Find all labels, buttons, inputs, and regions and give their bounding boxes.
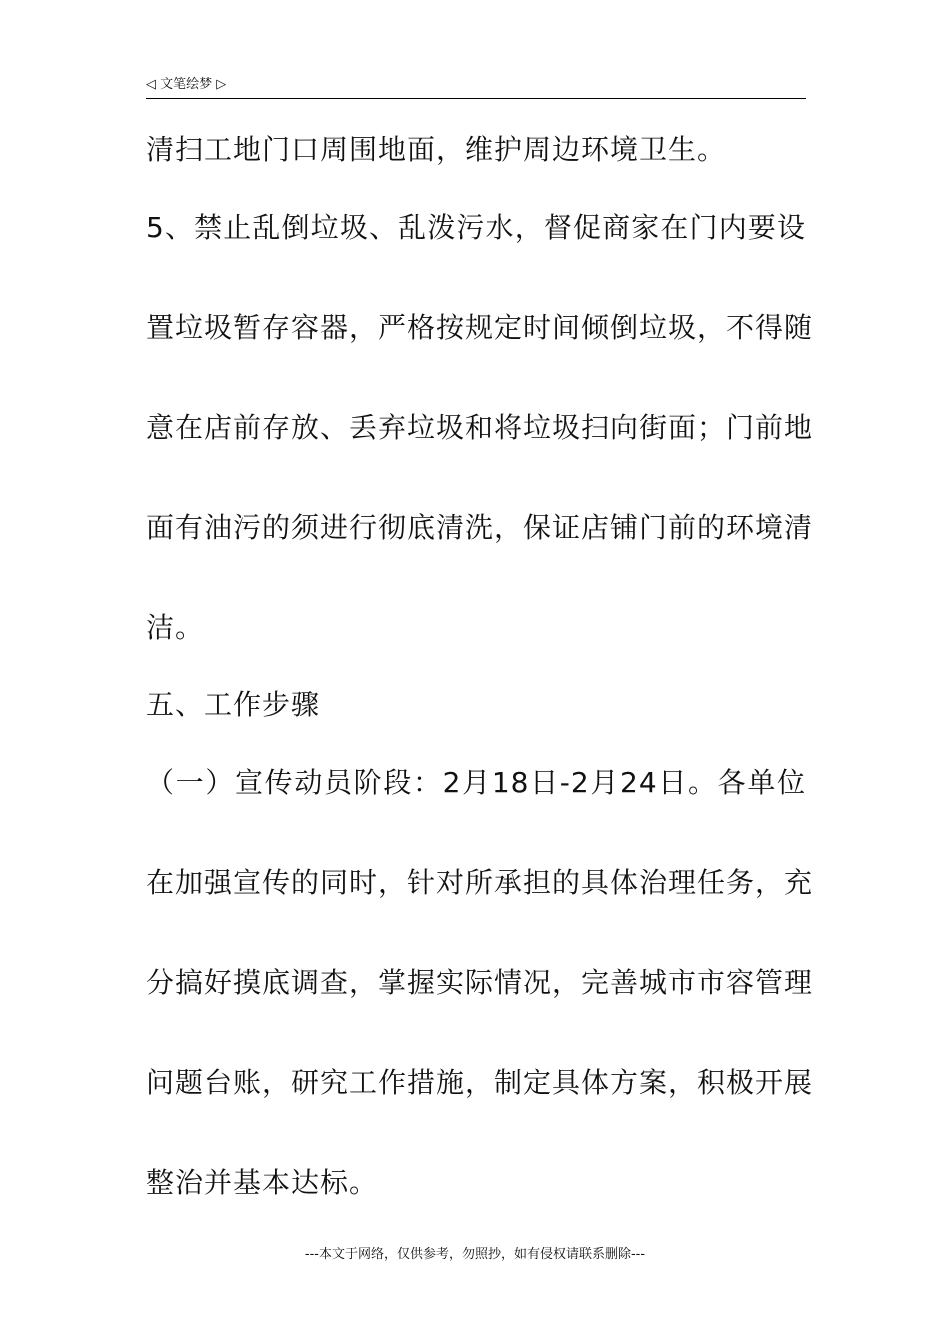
page-header [146, 72, 806, 99]
body-line-6: 洁。 [146, 611, 205, 644]
body-line-11: 问题台账，研究工作措施，制定具体方案，积极开展 [146, 1066, 814, 1099]
page-footer: ---本文于网络，仅供参考，勿照抄，如有侵权请联系删除--- [304, 1247, 646, 1262]
body-line-9: 在加强宣传的同时，针对所承担的具体治理任务，充 [146, 866, 814, 899]
body-line-8: （一）宣传动员阶段：2月18日-2月24日。各单位 [146, 766, 806, 799]
body-line-10: 分搞好摸底调查，掌握实际情况，完善城市市容管理 [146, 966, 814, 999]
body-line-3: 置垃圾暂存容器，严格按规定时间倾倒垃圾，不得随 [146, 311, 814, 344]
body-line-1: 清扫工地门口周围地面，维护周边环境卫生。 [146, 133, 727, 166]
body-line-4: 意在店前存放、丢弃垃圾和将垃圾扫向街面；门前地 [146, 411, 814, 444]
body-line-2: 5、禁止乱倒垃圾、乱泼污水，督促商家在门内要设 [146, 211, 806, 244]
body-line-5: 面有油污的须进行彻底清洗，保证店铺门前的环境清 [146, 511, 814, 544]
section-heading: 五、工作步骤 [146, 688, 321, 721]
body-line-12: 整治并基本达标。 [146, 1166, 379, 1199]
header-title: ◁ 文笔绘梦 ▷ [146, 77, 227, 92]
